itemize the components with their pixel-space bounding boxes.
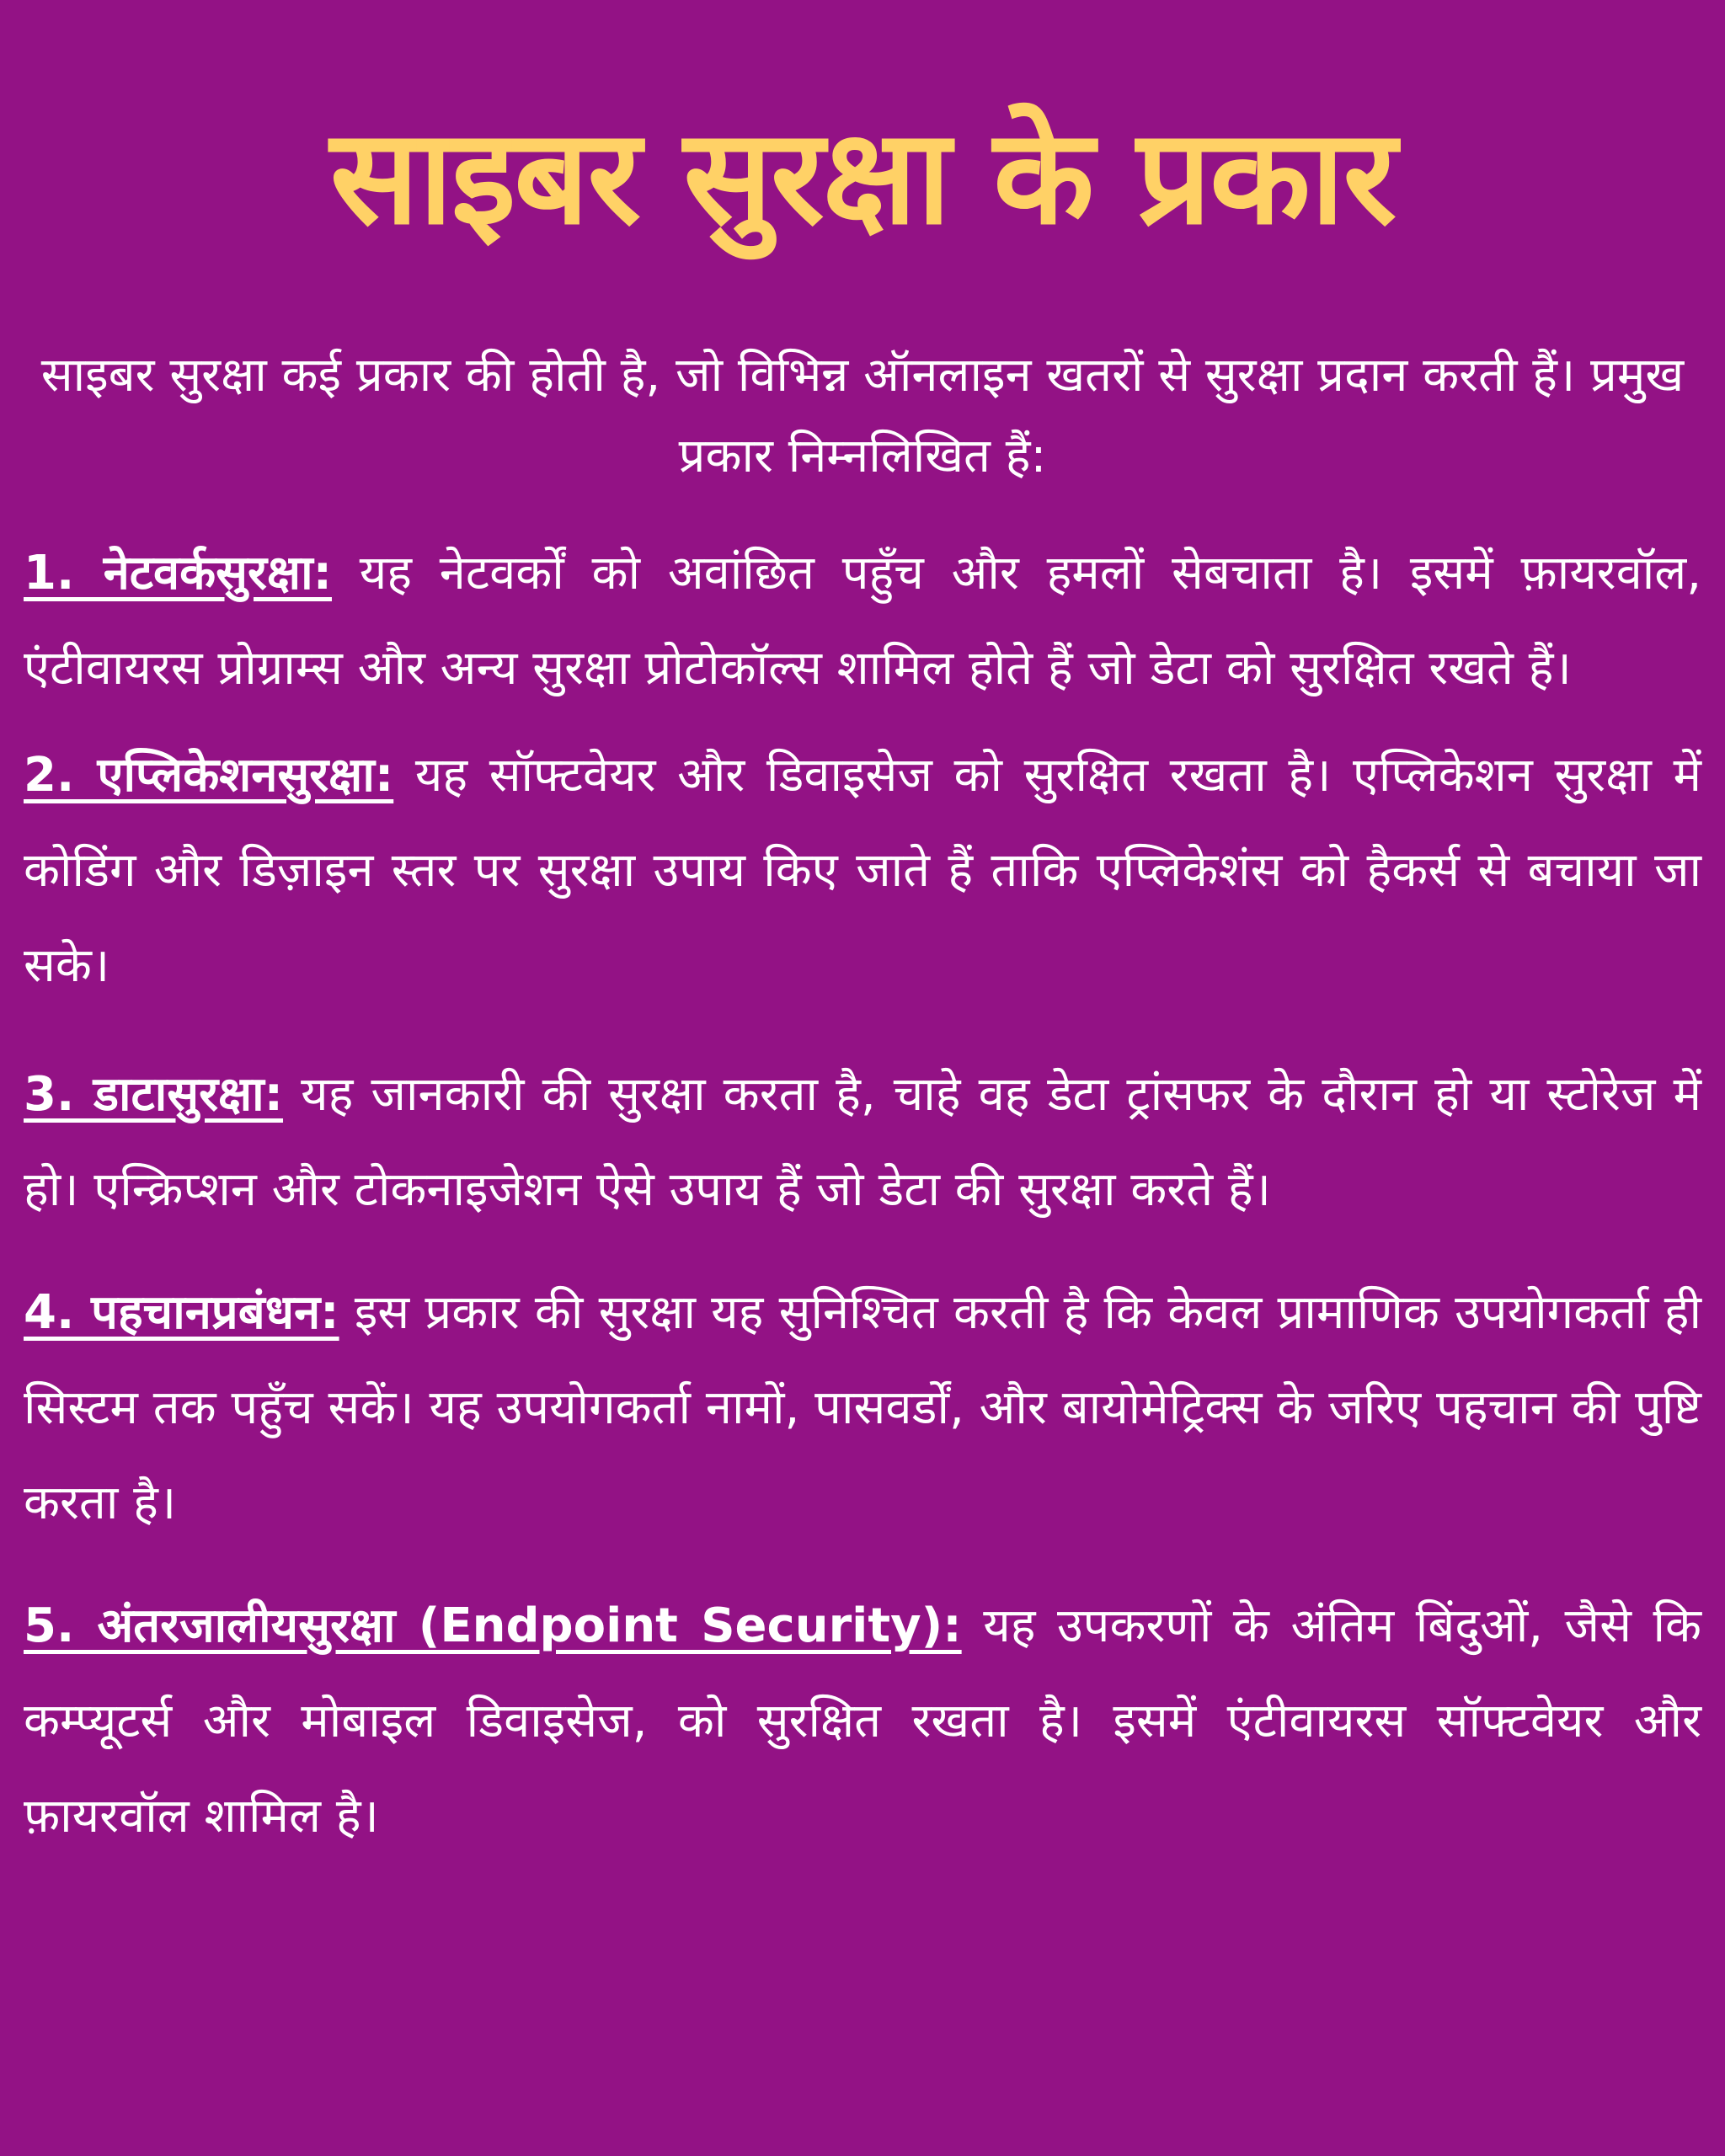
intro-paragraph: साइबर सुरक्षा कई प्रकार की होती है, जो विभिन्न ऑनलाइन खतरों से सुरक्षा प्रदान करती हैं। प्रमुख प्रकार निम्नलिखित हैं:: [40, 348, 1685, 483]
section-text: यह सॉफ्टवेयर और डिवाइसेज को सुरक्षित रखता है। एप्लिकेशन सुरक्षा में कोडिंग और डिज़ाइन स्तर पर सुरक्षा उपाय किए जाते हैं ताकि एप्लिकेशंस को हैकर्स से बचाया जा सके।: [24, 748, 1701, 993]
page-title: साइबर सुरक्षा के प्रकार: [329, 100, 1396, 253]
section-heading: 4. पहचानप्रबंधन:: [24, 1285, 339, 1340]
section-text: इस प्रकार की सुरक्षा यह सुनिश्चित करती है कि केवल प्रामाणिक उपयोगकर्ता ही सिस्टम तक पहुँच सकें। यह उपयोगकर्ता नामों, पासवर्डों, और बायोमेट्रिक्स के जरिए पहचान की पुष्टि करता है।: [24, 1285, 1701, 1530]
section-text: यह नेटवर्कों को अवांछित पहुँच और हमलों सेबचाता है। इसमें फ़ायरवॉल, एंटीवायरस प्रोग्राम्स और अन्य सुरक्षा प्रोटोकॉल्स शामिल होते हैं जो डेटा को सुरक्षित रखते हैं।: [24, 546, 1701, 696]
section-heading: 3. डाटासुरक्षा:: [24, 1067, 284, 1122]
section-application-security: [24, 728, 1701, 1013]
section-endpoint-security: [24, 1578, 1701, 1864]
section-text: यह उपकरणों के अंतिम बिंदुओं, जैसे कि कम्प्यूटर्स और मोबाइल डिवाइसेज, को सुरक्षित रखता है। इसमें एंटीवायरस सॉफ्टवेयर और फ़ायरवॉल शामिल है।: [24, 1598, 1702, 1844]
section-text: यह जानकारी की सुरक्षा करता है, चाहे वह डेटा ट्रांसफर के दौरान हो या स्टोरेज में हो। एन्क्रिप्शन और टोकनाइजेशन ऐसे उपाय हैं जो डेटा की सुरक्षा करते हैं।: [24, 1067, 1701, 1217]
section-data-security: [24, 1047, 1701, 1237]
section-identity-management: [24, 1265, 1701, 1550]
section-network-security: [24, 526, 1701, 716]
section-heading: 5. अंतरजालीयसुरक्षा (Endpoint Security):: [24, 1598, 962, 1653]
section-heading: 2. एप्लिकेशनसुरक्षा:: [24, 748, 394, 803]
section-heading: 1. नेटवर्कसुरक्षा:: [24, 546, 332, 600]
